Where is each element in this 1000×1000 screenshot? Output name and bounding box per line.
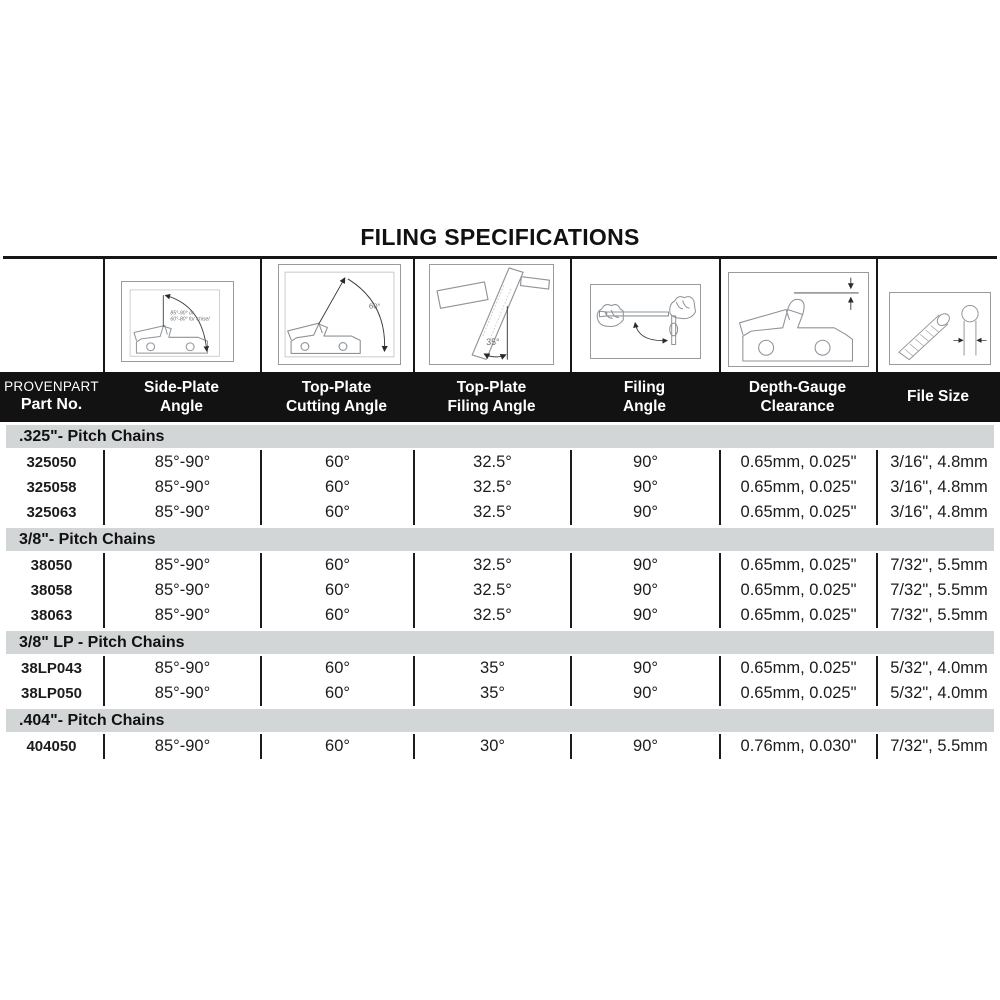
cell-top-plate-filing-angle: 35° [413, 656, 570, 681]
top-plate-filing-angle-icon [430, 265, 553, 364]
depth-gauge-clearance-icon [729, 273, 868, 366]
cell-filing-angle: 90° [570, 656, 719, 681]
cell-file-size: 7/32", 5.5mm [876, 553, 1000, 578]
table-row [0, 734, 1000, 759]
cell-filing-angle: 90° [570, 734, 719, 759]
cell-filing-angle: 90° [570, 681, 719, 706]
illustration-cell-side-plate [103, 259, 260, 372]
cell-top-plate-cutting-angle: 60° [260, 578, 413, 603]
cell-top-plate-filing-angle: 35° [413, 681, 570, 706]
cell-part-no: 325050 [26, 454, 77, 471]
cell-top-plate-filing-angle: 32.5° [413, 578, 570, 603]
file-size-icon [890, 293, 990, 364]
illustration-cell-empty [0, 259, 103, 372]
section-rows-404-pitch [0, 734, 1000, 759]
top-plate-filing-angle-label: 35° [486, 337, 500, 348]
table-row [0, 603, 1000, 628]
cell-file-size: 7/32", 5.5mm [876, 603, 1000, 628]
illustration-band [0, 259, 1000, 372]
cell-top-plate-filing-angle: 32.5° [413, 603, 570, 628]
cell-side-plate-angle: 85°-90° [103, 734, 260, 759]
table-row [0, 656, 1000, 681]
cell-part-no: 325063 [26, 504, 77, 521]
cell-file-size: 5/32", 4.0mm [876, 681, 1000, 706]
cell-top-plate-filing-angle: 32.5° [413, 475, 570, 500]
table-row [0, 500, 1000, 525]
cell-top-plate-filing-angle: 32.5° [413, 450, 570, 475]
cell-file-size: 3/16", 4.8mm [876, 475, 1000, 500]
cell-file-size: 3/16", 4.8mm [876, 450, 1000, 475]
cell-file-size: 7/32", 5.5mm [876, 734, 1000, 759]
cell-file-size: 7/32", 5.5mm [876, 578, 1000, 603]
cell-side-plate-angle: 85°-90° [103, 500, 260, 525]
cell-top-plate-cutting-angle: 60° [260, 553, 413, 578]
cell-part-no: 38LP050 [21, 685, 82, 702]
filing-angle-icon [591, 285, 700, 358]
cell-part-no: 38LP043 [21, 660, 82, 677]
cell-file-size: 3/16", 4.8mm [876, 500, 1000, 525]
table-row [0, 681, 1000, 706]
table-row [0, 450, 1000, 475]
header-side-plate-angle: Side-Plate Angle [144, 378, 219, 415]
illustration-cell-file-size [876, 259, 1000, 372]
cell-filing-angle: 90° [570, 578, 719, 603]
page-title: FILING SPECIFICATIONS [360, 224, 640, 250]
section-rows-325-pitch [0, 450, 1000, 525]
top-plate-cutting-angle-icon [279, 265, 400, 364]
top-plate-cutting-angle-diagram [278, 264, 401, 365]
depth-gauge-clearance-diagram [728, 272, 869, 367]
top-plate-filing-angle-diagram [429, 264, 554, 365]
cell-side-plate-angle: 85°-90° [103, 553, 260, 578]
cell-top-plate-cutting-angle: 60° [260, 500, 413, 525]
cell-part-no: 38050 [30, 557, 73, 574]
cell-filing-angle: 90° [570, 553, 719, 578]
cell-top-plate-filing-angle: 32.5° [413, 500, 570, 525]
cell-filing-angle: 90° [570, 603, 719, 628]
header-top-plate-cutting-angle: Top-Plate Cutting Angle [285, 378, 387, 415]
section-bar-404-pitch: .404"- Pitch Chains [6, 709, 994, 732]
cell-part-no: 38063 [30, 607, 73, 624]
top-plate-cutting-angle-label: 60° [368, 301, 381, 311]
illustration-cell-top-plate-filing [413, 259, 570, 372]
cell-filing-angle: 90° [570, 475, 719, 500]
illustration-cell-depth-gauge [719, 259, 876, 372]
table-row [0, 553, 1000, 578]
section-rows-38lp-pitch [0, 656, 1000, 706]
file-size-diagram [889, 292, 991, 365]
side-plate-angle-label-2: 60°-80° for chisel [170, 316, 210, 323]
cell-depth-gauge-clearance: 0.65mm, 0.025" [719, 681, 876, 706]
cell-depth-gauge-clearance: 0.65mm, 0.025" [719, 603, 876, 628]
illustration-cell-top-plate-cutting [260, 259, 413, 372]
cell-depth-gauge-clearance: 0.76mm, 0.030" [719, 734, 876, 759]
header-filing-angle: Filing Angle [622, 378, 667, 415]
section-rows-38-pitch [0, 553, 1000, 628]
cell-part-no: 325058 [26, 479, 77, 496]
cell-top-plate-filing-angle: 32.5° [413, 553, 570, 578]
cell-top-plate-filing-angle: 30° [413, 734, 570, 759]
cell-side-plate-angle: 85°-90° [103, 603, 260, 628]
cell-top-plate-cutting-angle: 60° [260, 656, 413, 681]
illustration-cell-filing-angle [570, 259, 719, 372]
cell-side-plate-angle: 85°-90° [103, 475, 260, 500]
cell-side-plate-angle: 85°-90° [103, 681, 260, 706]
cell-depth-gauge-clearance: 0.65mm, 0.025" [719, 475, 876, 500]
table-row [0, 475, 1000, 500]
cell-filing-angle: 90° [570, 500, 719, 525]
section-bar-38-pitch: 3/8"- Pitch Chains [6, 528, 994, 551]
cell-filing-angle: 90° [570, 450, 719, 475]
cell-part-no: 38058 [30, 582, 73, 599]
cell-side-plate-angle: 85°-90° [103, 450, 260, 475]
cell-top-plate-cutting-angle: 60° [260, 734, 413, 759]
cell-depth-gauge-clearance: 0.65mm, 0.025" [719, 553, 876, 578]
header-part-no: PROVENPART Part No. [4, 378, 99, 414]
cell-depth-gauge-clearance: 0.65mm, 0.025" [719, 656, 876, 681]
section-bar-38lp-pitch: 3/8" LP - Pitch Chains [6, 631, 994, 654]
table-row [0, 578, 1000, 603]
cell-depth-gauge-clearance: 0.65mm, 0.025" [719, 450, 876, 475]
table-header-row [0, 372, 1000, 422]
cell-part-no: 404050 [26, 738, 77, 755]
side-plate-angle-icon [122, 282, 233, 361]
cell-top-plate-cutting-angle: 60° [260, 450, 413, 475]
cell-top-plate-cutting-angle: 60° [260, 475, 413, 500]
header-file-size: File Size [906, 388, 970, 406]
filing-angle-diagram [590, 284, 701, 359]
cell-top-plate-cutting-angle: 60° [260, 681, 413, 706]
section-bar-325-pitch: .325"- Pitch Chains [6, 425, 994, 448]
cell-depth-gauge-clearance: 0.65mm, 0.025" [719, 578, 876, 603]
cell-top-plate-cutting-angle: 60° [260, 603, 413, 628]
side-plate-angle-diagram [121, 281, 234, 362]
cell-file-size: 5/32", 4.0mm [876, 656, 1000, 681]
header-top-plate-filing-angle: Top-Plate Filing Angle [447, 378, 536, 415]
cell-side-plate-angle: 85°-90° [103, 578, 260, 603]
header-depth-gauge-clearance: Depth-Gauge Clearance [748, 378, 847, 415]
cell-side-plate-angle: 85°-90° [103, 656, 260, 681]
cell-depth-gauge-clearance: 0.65mm, 0.025" [719, 500, 876, 525]
side-plate-angle-label-1: 85°-90° or [170, 310, 194, 317]
